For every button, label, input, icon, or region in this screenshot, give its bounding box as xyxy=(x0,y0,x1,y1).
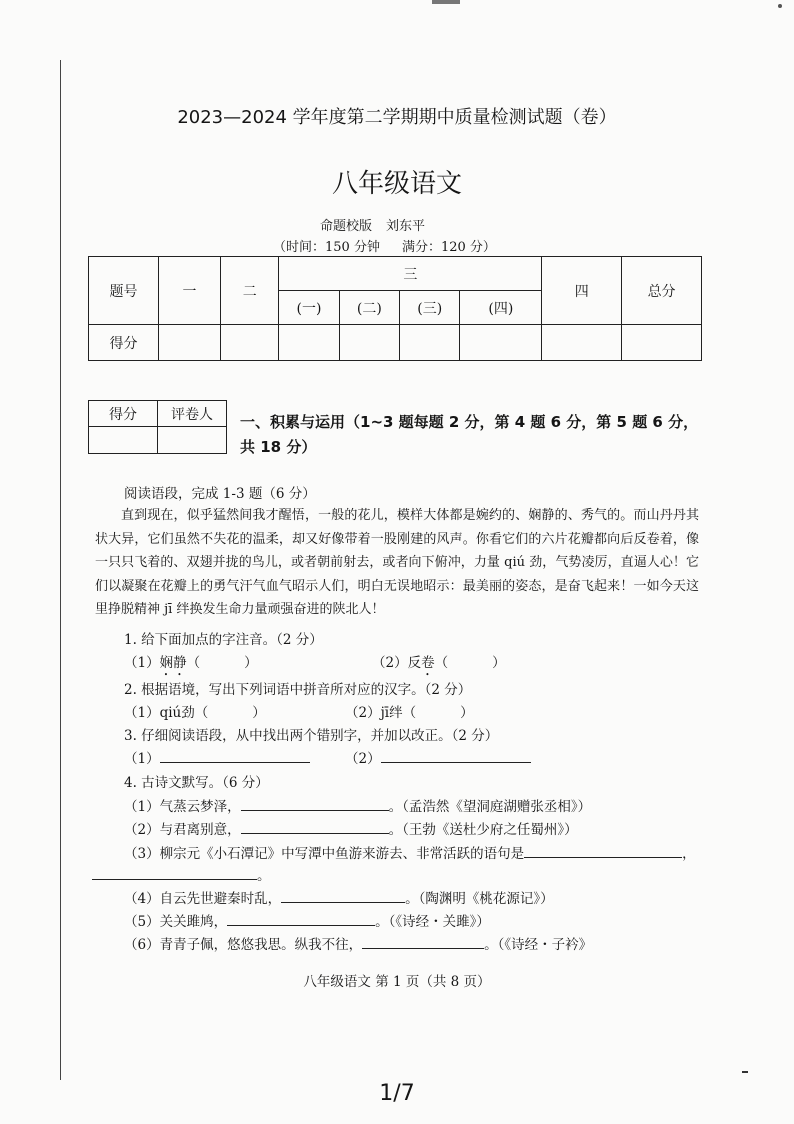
grader-name-cell[interactable] xyxy=(158,427,227,454)
question-1-part-a: （1）娴静（ ） xyxy=(124,655,258,671)
question-3-part-b: （2） xyxy=(345,747,531,767)
score-cell[interactable] xyxy=(460,325,542,361)
question-3: 3. 仔细阅读语段，从中找出两个错别字，并加以改正。（2 分） xyxy=(124,728,499,744)
dotted-word: 卷 xyxy=(421,655,435,671)
grader-box xyxy=(88,400,227,454)
col-header-3: 三 xyxy=(279,257,542,291)
answer-blank[interactable] xyxy=(208,703,252,717)
question-2-part-a: （1）qiú劲（ ） xyxy=(124,705,266,721)
score-cell[interactable] xyxy=(400,325,460,361)
page-footer: 八年级语文 第 1 页（共 8 页） xyxy=(303,974,491,990)
question-1: 1. 给下面加点的字注音。（2 分） xyxy=(124,632,323,648)
col-header-1: 一 xyxy=(158,257,220,325)
answer-blank[interactable] xyxy=(524,843,682,858)
grader-score-cell[interactable] xyxy=(89,427,158,454)
score-cell[interactable] xyxy=(339,325,399,361)
scan-dot xyxy=(778,4,782,8)
question-4-line-5: （5）关关雎鸠， 。（《诗经・关雎》） xyxy=(124,910,490,930)
question-4-line-3-cont: 。 xyxy=(92,864,271,884)
answer-blank[interactable] xyxy=(448,653,492,667)
question-1-part-b: （2）反卷（ ） xyxy=(372,655,506,671)
page-indicator: 1/7 xyxy=(379,1081,415,1106)
section-heading: 一、积累与运用（1~3 题每题 2 分，第 4 题 6 分，第 5 题 6 分，共 18 分） xyxy=(240,413,699,456)
subject-title: 八年级语文 xyxy=(331,169,462,199)
score-row-label: 得分 xyxy=(89,325,159,361)
sub-col-1: (一) xyxy=(279,291,339,325)
author-line xyxy=(320,215,425,234)
answer-blank[interactable] xyxy=(281,888,405,903)
author-name: 刘东平 xyxy=(386,219,426,234)
sub-col-4: (四) xyxy=(460,291,542,325)
answer-blank[interactable] xyxy=(416,703,460,717)
question-4-line-3: （3）柳宗元《小石潭记》中写潭中鱼游来游去、非常活跃的语句是 ， xyxy=(124,842,696,862)
answer-blank[interactable] xyxy=(92,865,257,880)
question-4-line-4: （4）自云先世避秦时乱， 。（陶渊明《桃花源记》） xyxy=(124,887,554,907)
question-4-line-2: （2）与君离别意， 。（王勃《送杜少府之任蜀州》） xyxy=(124,818,578,838)
sub-col-3: (三) xyxy=(400,291,460,325)
question-4: 4. 古诗文默写。（6 分） xyxy=(124,775,269,791)
binding-line xyxy=(60,60,61,1080)
dotted-word: 娴静 xyxy=(159,655,187,671)
passage-text: 直到现在，似乎猛然间我才醒悟，一般的花儿，模样大体都是婉约的、娴静的、秀气的。而山丹丹其状大异，它们虽然不失花的温柔，却又好像带着一股刚建的风声。你看它们的六片花瓣都向后反卷着，像一只只飞着的、双翅并拢的鸟儿，或者朝前射去，或者向下俯冲，力量 qiú 劲，气势凌厉，直逼人心！它们以凝聚在花瓣上的勇气汗气血气昭示人们，明白无误地昭示：最美丽的姿态，是奋飞起来！一如今天这里挣脱精神 jī 绊换发生命力量顽强奋进的陕北人！ xyxy=(95,508,699,617)
question-number-label: 题号 xyxy=(89,257,159,325)
score-table xyxy=(88,256,702,361)
exam-title: 2023—2024 学年度第二学期期中质量检测试题（卷） xyxy=(177,107,617,128)
question-3-part-a: （1） xyxy=(124,747,310,767)
score-cell[interactable] xyxy=(158,325,220,361)
answer-blank[interactable] xyxy=(381,748,531,763)
reading-passage xyxy=(95,504,699,622)
question-4-line-6: （6）青青子佩，悠悠我思。纵我不往， 。（《诗经・子衿》 xyxy=(124,933,592,953)
score-cell[interactable] xyxy=(279,325,339,361)
answer-blank[interactable] xyxy=(241,796,389,811)
score-cell[interactable] xyxy=(622,325,702,361)
author-label: 命题校版 xyxy=(320,219,373,234)
answer-blank[interactable] xyxy=(227,911,375,926)
sub-col-2: (二) xyxy=(339,291,399,325)
answer-blank[interactable] xyxy=(241,819,389,834)
answer-blank[interactable] xyxy=(200,653,244,667)
answer-blank[interactable] xyxy=(362,934,484,949)
question-4-line-1: （1）气蒸云梦泽， 。（孟浩然《望洞庭湖赠张丞相》） xyxy=(124,795,591,815)
col-header-4: 四 xyxy=(542,257,622,325)
time-line xyxy=(273,236,496,255)
exam-time: （时间：150 分钟 xyxy=(273,240,380,255)
grader-score-label: 得分 xyxy=(89,401,158,427)
reading-intro: 阅读语段，完成 1-3 题（6 分） xyxy=(124,486,316,502)
col-header-2: 二 xyxy=(221,257,279,325)
col-header-total: 总分 xyxy=(622,257,702,325)
scan-mark xyxy=(742,1071,748,1073)
question-2: 2. 根据语境，写出下列词语中拼音所对应的汉字。（2 分） xyxy=(124,682,472,698)
score-cell[interactable] xyxy=(221,325,279,361)
grader-name-label: 评卷人 xyxy=(158,401,227,427)
score-cell[interactable] xyxy=(542,325,622,361)
scan-mark xyxy=(432,0,460,4)
answer-blank[interactable] xyxy=(160,748,310,763)
full-score: 满分：120 分） xyxy=(401,240,496,255)
question-2-part-b: （2）jī绊（ ） xyxy=(345,705,474,721)
